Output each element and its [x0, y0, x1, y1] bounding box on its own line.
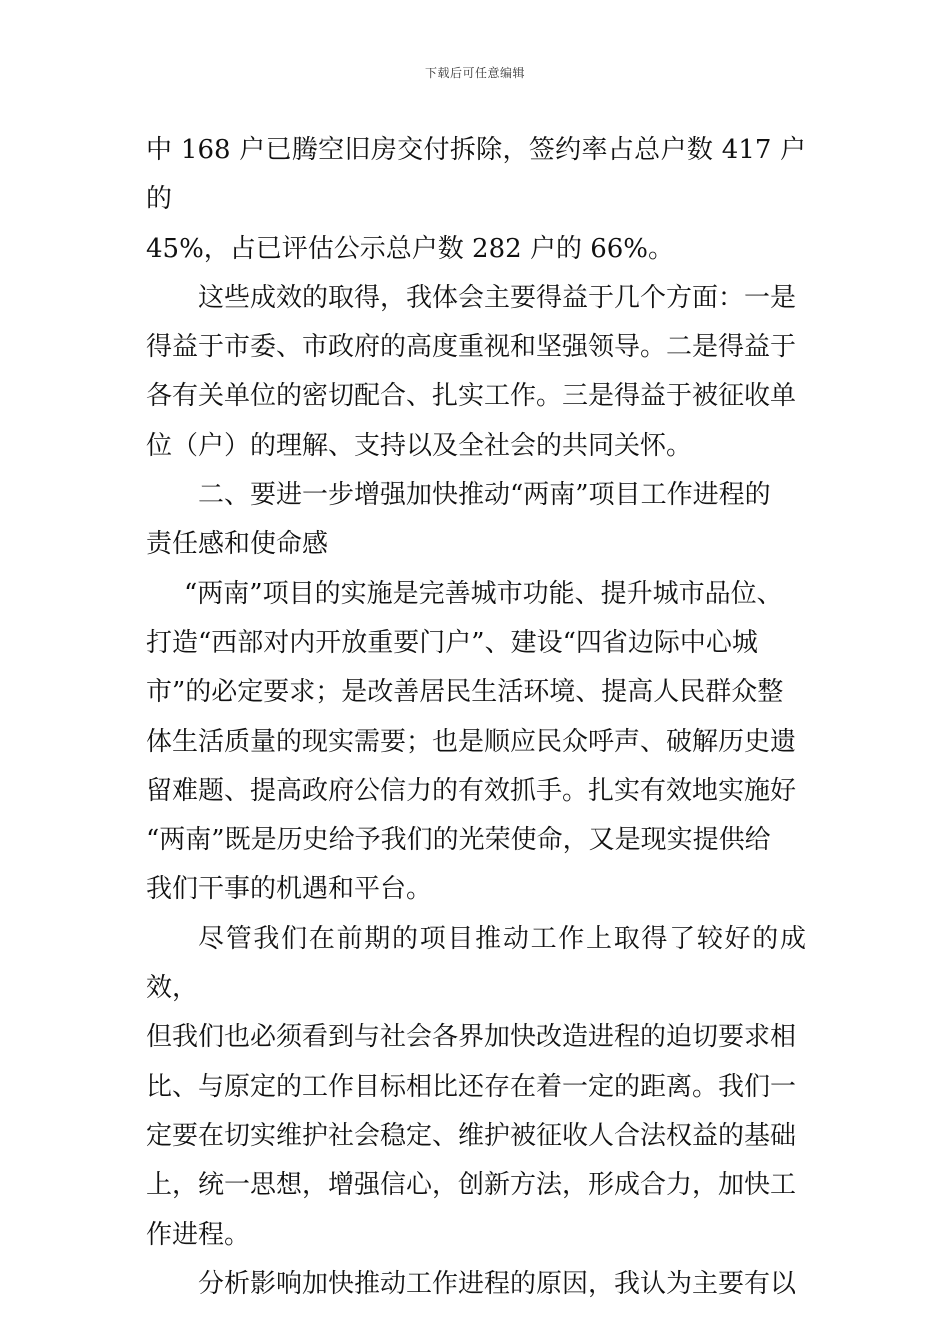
section-heading-two — [146, 471, 806, 570]
text-line: 作进程。 — [146, 1219, 251, 1250]
text-line: 各有关单位的密切配合、扎实工作。三是得益于被征收单 — [146, 381, 797, 412]
text-line: 体生活质量的现实需要；也是顺应民众呼声、破解历史遗 — [146, 726, 797, 757]
text-line: 上，统一思想，增强信心，创新方法，形成合力，加快工 — [146, 1170, 797, 1201]
text-line: 打造“西部对内开放重要门户”、建设“四省边际中心城 — [146, 627, 758, 658]
text-line: 分析影响加快推动工作进程的原因，我认为主要有以 — [198, 1268, 797, 1299]
paragraph-progress-stats — [146, 126, 806, 274]
text-line: “两南”既是历史给予我们的光荣使命，又是现实提供给 — [146, 825, 771, 856]
text-line: 但我们也必须看到与社会各界加快改造进程的迫切要求相 — [146, 1022, 797, 1053]
paragraph-achievements — [146, 274, 806, 471]
text-line: 留难题、提高政府公信力的有效抓手。扎实有效地实施好 — [146, 775, 797, 806]
text-line: 责任感和使命感 — [146, 529, 329, 560]
text-line: 45%，占已评估公示总户数 282 户的 66%。 — [146, 233, 674, 264]
text-line: 这些成效的取得，我体会主要得益于几个方面：一是 — [198, 282, 797, 313]
text-line: “两南”项目的实施是完善城市功能、提升城市品位、 — [184, 578, 783, 609]
text-line: 中 168 户已腾空旧房交付拆除，签约率占总户数 417 户的 — [146, 135, 806, 215]
text-line: 我们干事的机遇和平台。 — [146, 874, 433, 905]
page-header: 下载后可任意编辑 — [424, 66, 525, 80]
text-line: 二、要进一步增强加快推动“两南”项目工作进程的 — [198, 480, 771, 511]
paragraph-cause-analysis — [146, 1260, 806, 1309]
text-line: 定要在切实维护社会稳定、维护被征收人合法权益的基础 — [146, 1120, 797, 1151]
document-body — [146, 126, 806, 1309]
paragraph-project-significance — [146, 570, 806, 915]
text-line: 尽管我们在前期的项目推动工作上取得了较好的成效， — [146, 923, 806, 1004]
text-line: 得益于市委、市政府的高度重视和坚强领导。二是得益于 — [146, 332, 797, 363]
paragraph-gaps — [146, 915, 806, 1260]
text-line: 位（户）的理解、支持以及全社会的共同关怀。 — [146, 430, 693, 461]
text-line: 市”的必定要求；是改善居民生活环境、提高人民群众整 — [146, 677, 784, 708]
text-line: 比、与原定的工作目标相比还存在着一定的距离。我们一 — [146, 1071, 797, 1102]
